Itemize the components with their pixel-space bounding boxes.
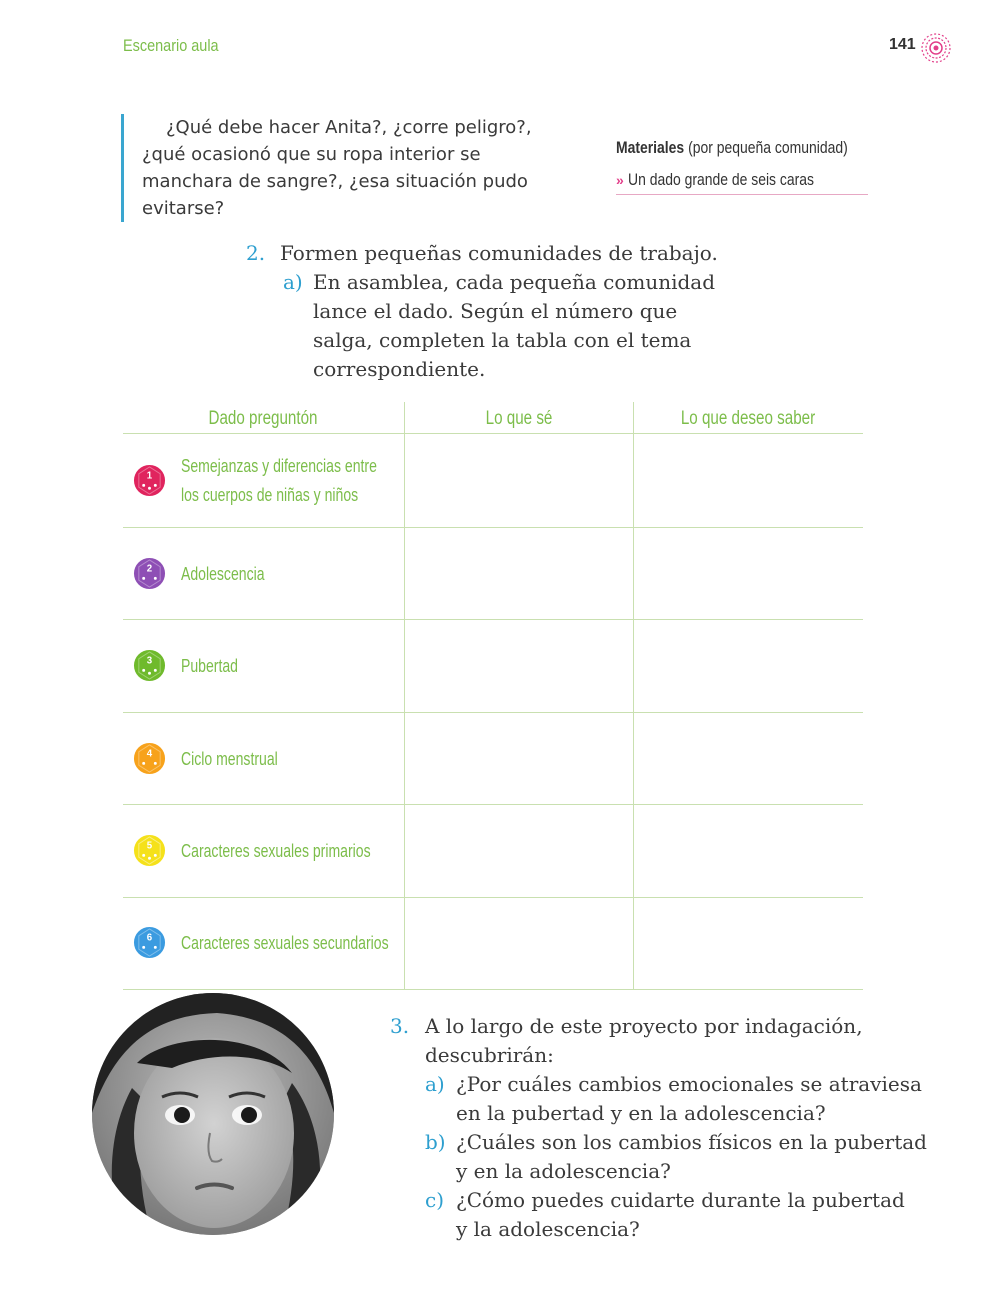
instruction-letter: a) xyxy=(283,270,303,294)
die-icon xyxy=(133,557,166,590)
row-topic: Caracteres sexuales primarios xyxy=(181,841,371,861)
intro-questions-text: ¿Qué debe hacer Anita?, ¿corre peligro?, ¿qué ocasionó que su ropa interior se manchara de sangre?, ¿esa situación pudo evitarse? xyxy=(142,117,532,219)
question-item-cont: y en la adolescencia? xyxy=(456,1159,671,1183)
table-header: Lo que sé xyxy=(485,408,553,429)
svg-text:6: 6 xyxy=(146,932,153,944)
die-icon xyxy=(133,464,166,497)
row-divider xyxy=(123,619,863,620)
row-divider xyxy=(123,804,863,805)
row-topic: Semejanzas y diferencias entre los cuerpos de niñas y niños xyxy=(181,456,377,505)
die-icon xyxy=(133,649,166,682)
dado-pregunton-table xyxy=(123,402,863,990)
materials-box xyxy=(616,138,868,195)
instruction-text: En asamblea, cada pequeña comunidad lance el dado. Según el número que salga, completen la tabla con el tema correspondiente. xyxy=(313,270,716,381)
svg-text:5: 5 xyxy=(146,840,153,852)
materials-title: Materiales (por pequeña comunidad) xyxy=(616,138,848,157)
question-item-cont: en la pubertad y en la adolescencia? xyxy=(456,1101,826,1125)
svg-text:2: 2 xyxy=(146,563,153,575)
question-text: A lo largo de este proyecto por indagación, xyxy=(425,1014,863,1038)
svg-text:1: 1 xyxy=(146,470,153,482)
row-topic: Pubertad xyxy=(181,656,238,676)
question-number: 3. xyxy=(390,1014,410,1038)
instruction-text: Formen pequeñas comunidades de trabajo. xyxy=(280,241,718,265)
instruction-number: 2. xyxy=(246,241,266,265)
question-text: descubrirán: xyxy=(425,1043,554,1067)
page-number: 141 xyxy=(889,36,916,53)
double-chevron-right-icon: » xyxy=(616,172,624,188)
question-item: a) ¿Por cuáles cambios emocionales se atraviesa xyxy=(425,1072,922,1096)
materials-item: » Un dado grande de seis caras xyxy=(616,170,868,195)
die-icon xyxy=(133,834,166,867)
table-header: Dado preguntón xyxy=(208,408,318,429)
instruction-2a xyxy=(283,268,743,384)
intro-questions xyxy=(121,114,541,222)
row-topic: Ciclo menstrual xyxy=(181,749,278,769)
row-topic: Caracteres sexuales secundarios xyxy=(181,933,389,953)
portrait-illustration xyxy=(92,993,334,1235)
question-item: b) ¿Cuáles son los cambios físicos en la pubertad xyxy=(425,1130,927,1154)
row-topic: Adolescencia xyxy=(181,564,265,584)
svg-text:3: 3 xyxy=(146,655,153,667)
girl-portrait-photo xyxy=(92,993,334,1235)
row-divider xyxy=(123,989,863,990)
instruction-2 xyxy=(246,239,766,268)
question-item-cont: y la adolescencia? xyxy=(456,1217,640,1241)
question-item: c) ¿Cómo puedes cuidarte durante la pubertad xyxy=(425,1188,905,1212)
column-divider xyxy=(404,402,405,990)
row-divider xyxy=(123,712,863,713)
question-3 xyxy=(390,1012,950,1244)
svg-text:4: 4 xyxy=(146,748,153,760)
column-divider xyxy=(633,402,634,990)
die-icon xyxy=(133,742,166,775)
section-title: Escenario aula xyxy=(123,36,219,55)
table-header: Lo que deseo saber xyxy=(680,408,816,429)
die-icon xyxy=(133,926,166,959)
ornament-icon xyxy=(920,32,952,64)
row-divider xyxy=(123,897,863,898)
row-divider xyxy=(123,433,863,434)
row-divider xyxy=(123,527,863,528)
